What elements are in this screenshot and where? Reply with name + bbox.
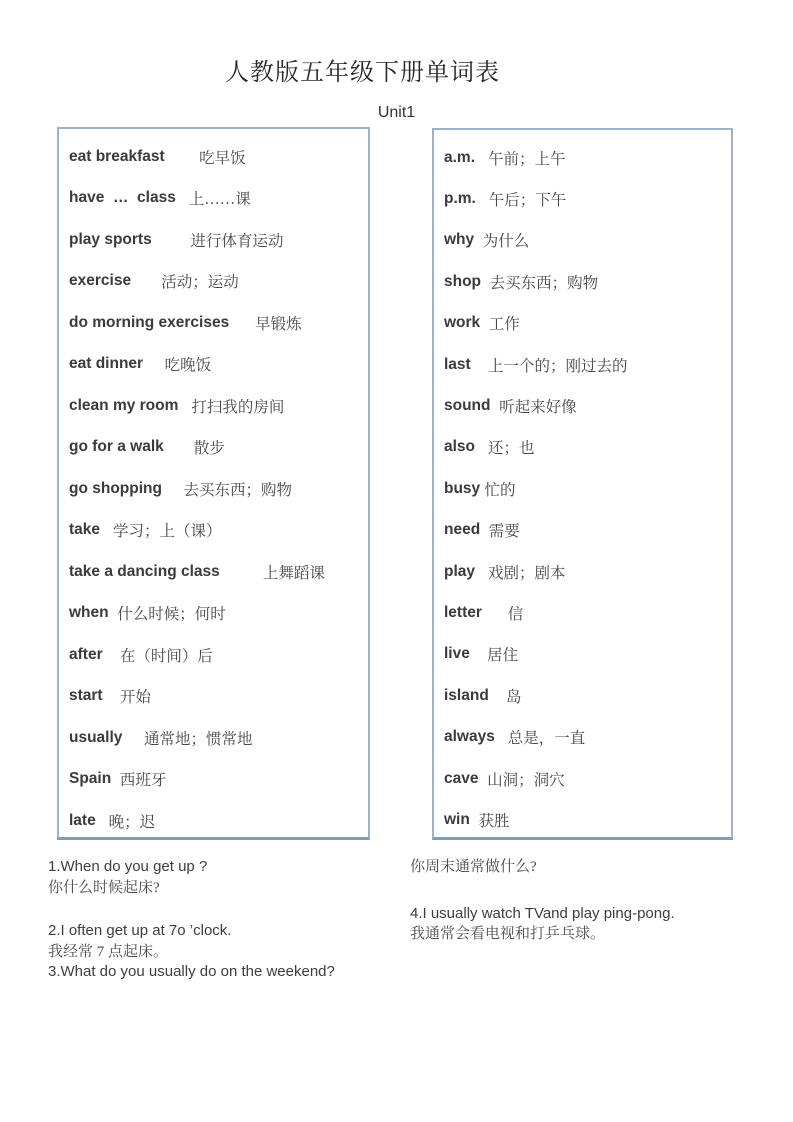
english-term: have … class — [69, 189, 189, 207]
word-row — [444, 303, 731, 344]
chinese-translation: 还；也 — [487, 440, 535, 458]
english-term: live — [444, 645, 488, 663]
word-row — [69, 136, 368, 178]
sentence-line: 你什么时候起床? — [48, 879, 160, 896]
chinese-translation: 戏剧；剧本 — [487, 564, 566, 582]
english-term: a.m. — [444, 148, 488, 166]
english-term: eat breakfast — [69, 147, 200, 165]
english-term: take — [69, 521, 113, 539]
chinese-translation: 信 — [507, 605, 524, 623]
english-term: busy — [444, 479, 485, 497]
english-term: cave — [444, 769, 488, 787]
sentences-column-right — [410, 857, 760, 971]
sentence-line: 我通常会看电视和打乒乓球。 — [410, 926, 606, 942]
sentence-line: 你周末通常做什么? — [410, 859, 537, 875]
english-term: why — [444, 231, 483, 249]
english-term: late — [69, 811, 109, 829]
word-row — [444, 344, 731, 385]
word-row — [444, 716, 731, 757]
sentence-line: 1.When do you get up ? — [48, 858, 208, 875]
chinese-translation: 在（时间）后 — [119, 647, 213, 665]
word-row — [444, 261, 731, 302]
english-term: when — [69, 604, 118, 622]
sentence-line: 4.I usually watch TVand play ping-pong. — [410, 904, 675, 922]
vocabulary-box-right — [432, 128, 733, 840]
english-term: play — [444, 562, 488, 580]
page-title: 人教版五年级下册单词表 — [225, 60, 500, 86]
sentence-paragraph — [410, 857, 760, 878]
word-row — [69, 302, 368, 344]
word-row — [69, 344, 368, 386]
word-row — [69, 261, 368, 303]
word-row — [69, 717, 368, 759]
word-row — [444, 220, 731, 261]
english-term: play sports — [69, 230, 191, 248]
english-term: go shopping — [69, 479, 184, 497]
word-row — [444, 634, 731, 675]
chinese-translation: 学习；上（课） — [112, 523, 222, 541]
english-term: usually — [69, 728, 144, 746]
english-term: start — [69, 687, 120, 705]
chinese-translation: 居住 — [487, 647, 519, 665]
chinese-translation: 获胜 — [478, 812, 510, 830]
word-row — [444, 675, 731, 716]
english-term: need — [444, 521, 489, 539]
english-term: p.m. — [444, 190, 489, 208]
chinese-translation: 吃早饭 — [199, 149, 246, 167]
english-term: work — [444, 314, 489, 332]
chinese-translation: 上一个的；刚过去的 — [487, 357, 628, 375]
word-row — [444, 592, 731, 633]
sentence-paragraph — [410, 904, 760, 945]
word-row — [69, 551, 368, 593]
word-row — [69, 219, 368, 261]
sentences-column-left — [48, 857, 404, 1006]
word-row — [444, 551, 731, 592]
chinese-translation: 吃晚饭 — [164, 357, 212, 375]
sentence-paragraph — [48, 921, 404, 983]
chinese-translation: 打扫我的房间 — [191, 398, 285, 416]
word-row — [69, 427, 368, 469]
chinese-translation: 忙的 — [484, 481, 516, 499]
word-row — [69, 510, 368, 552]
english-term: island — [444, 686, 507, 704]
word-row — [444, 758, 731, 799]
vocabulary-box-left — [57, 127, 370, 840]
sentence-paragraph — [48, 857, 404, 898]
word-row — [444, 510, 731, 551]
chinese-translation: 总是，一直 — [507, 730, 586, 748]
chinese-translation: 开始 — [119, 689, 151, 707]
chinese-translation: 进行体育运动 — [190, 232, 284, 250]
english-term: go for a walk — [69, 438, 194, 456]
chinese-translation: 西班牙 — [119, 772, 167, 790]
english-term: after — [69, 645, 120, 663]
english-term: win — [444, 810, 479, 828]
word-row — [69, 385, 368, 427]
sentence-line: 2.I often get up at 7o ’clock. — [48, 922, 232, 939]
word-row — [69, 468, 368, 510]
word-row — [69, 800, 368, 842]
chinese-translation: 为什么 — [482, 233, 530, 251]
english-term: take a dancing class — [69, 562, 263, 580]
word-row — [69, 634, 368, 676]
english-term: also — [444, 438, 488, 456]
sentence-line: 3.What do you usually do on the weekend? — [48, 963, 335, 980]
word-row — [69, 593, 368, 635]
english-term: shop — [444, 272, 490, 290]
word-row — [444, 468, 731, 509]
word-row — [444, 137, 731, 178]
english-term: Spain — [69, 770, 120, 788]
english-term: always — [444, 728, 508, 746]
chinese-translation: 活动；运动 — [161, 274, 239, 292]
unit-heading: Unit1 — [377, 104, 416, 121]
english-term: clean my room — [69, 396, 192, 414]
chinese-translation: 听起来好像 — [499, 399, 577, 417]
chinese-translation: 上舞蹈课 — [262, 564, 325, 582]
english-term: eat dinner — [69, 355, 165, 373]
chinese-translation: 什么时候；何时 — [117, 606, 226, 624]
word-row — [69, 759, 368, 801]
chinese-translation: 早锻炼 — [255, 315, 302, 333]
english-term: letter — [444, 603, 508, 621]
english-term: last — [444, 355, 488, 373]
chinese-translation: 岛 — [506, 688, 522, 706]
chinese-translation: 午后；下午 — [488, 192, 567, 210]
chinese-translation: 通常地；惯常地 — [143, 730, 253, 748]
english-term: do morning exercises — [69, 313, 256, 331]
word-row — [444, 427, 731, 468]
chinese-translation: 需要 — [488, 523, 520, 541]
english-term: exercise — [69, 272, 162, 290]
sentence-line: 我经常 7 点起床。 — [48, 943, 169, 960]
word-row — [444, 385, 731, 426]
chinese-translation: 工作 — [488, 316, 520, 334]
chinese-translation: 去买东西；购物 — [489, 274, 599, 292]
chinese-translation: 山洞；洞穴 — [487, 771, 565, 789]
chinese-translation: 上……课 — [188, 191, 251, 209]
word-row — [444, 799, 731, 840]
word-row — [69, 676, 368, 718]
chinese-translation: 晚；迟 — [108, 813, 156, 831]
chinese-translation: 散步 — [193, 440, 225, 458]
word-row — [444, 178, 731, 219]
word-row — [69, 178, 368, 220]
english-term: sound — [444, 397, 500, 415]
chinese-translation: 午前；上午 — [487, 150, 566, 168]
chinese-translation: 去买东西；购物 — [183, 481, 293, 499]
